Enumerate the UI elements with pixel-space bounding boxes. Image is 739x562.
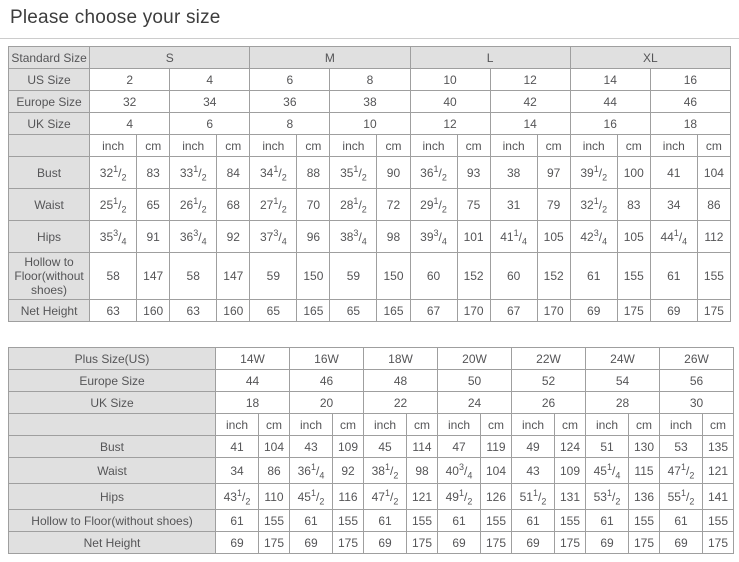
measurement-inch-cell: $39^3/_4$ [410,221,457,253]
size-value-cell: 46 [290,370,364,392]
measurement-cm-cell: 109 [333,436,364,458]
measurement-inch-cell: 69 [364,532,407,554]
measurement-cm-cell: 110 [259,484,290,510]
size-value-cell: 46 [650,91,730,113]
measurement-cm-cell: 155 [333,510,364,532]
unit-header: inch [660,414,703,436]
size-value-cell: 34 [170,91,250,113]
unit-header: cm [333,414,364,436]
measurement-cm-cell: 104 [481,458,512,484]
measurement-inch-cell: 69 [216,532,259,554]
measurement-cm-cell: 147 [217,253,250,300]
measurement-cm-cell: 141 [703,484,734,510]
measurement-inch-cell: 67 [410,300,457,322]
unit-header: cm [297,135,330,157]
measurement-inch-cell: 58 [90,253,137,300]
measurement-inch-cell: 60 [490,253,537,300]
unit-header: inch [216,414,259,436]
measurement-cm-cell: 155 [259,510,290,532]
measurement-cm-cell: 70 [297,189,330,221]
size-value-cell: 38 [330,91,410,113]
size-value-cell: 22W [512,348,586,370]
measurement-cm-cell: 155 [697,253,730,300]
measurement-inch-cell: 69 [512,532,555,554]
row-label: Europe Size [9,370,216,392]
size-value-cell: 6 [170,113,250,135]
measurement-inch-cell: $35^1/_2$ [330,157,377,189]
unit-header: cm [457,135,490,157]
measurement-inch-cell: $37^3/_4$ [250,221,297,253]
size-value-cell: 52 [512,370,586,392]
size-group-header: M [250,47,410,69]
measurement-inch-cell: 61 [512,510,555,532]
measurement-cm-cell: 90 [377,157,410,189]
measurement-inch-cell: $45^1/_2$ [290,484,333,510]
size-value-cell: 20 [290,392,364,414]
size-value-cell: 18 [650,113,730,135]
measurement-cm-cell: 155 [629,510,660,532]
standard-size-table [8,46,731,322]
measurement-inch-cell: $39^1/_2$ [570,157,617,189]
measurement-cm-cell: 83 [137,157,170,189]
measurement-inch-cell: 61 [650,253,697,300]
size-value-cell: 14W [216,348,290,370]
measurement-inch-cell: $26^1/_2$ [170,189,217,221]
measurement-inch-cell: $38^3/_4$ [330,221,377,253]
measurement-label: Bust [9,436,216,458]
size-value-cell: 24 [438,392,512,414]
measurement-cm-cell: 104 [259,436,290,458]
size-value-cell: 32 [90,91,170,113]
measurement-inch-cell: 65 [330,300,377,322]
measurement-inch-cell: 34 [216,458,259,484]
unit-header: cm [377,135,410,157]
measurement-cm-cell: 175 [333,532,364,554]
measurement-inch-cell: 41 [650,157,697,189]
measurement-cm-cell: 131 [555,484,586,510]
unit-header: inch [438,414,481,436]
measurement-inch-cell: $53^1/_2$ [586,484,629,510]
unit-header: cm [407,414,438,436]
measurement-cm-cell: 98 [407,458,438,484]
measurement-inch-cell: 65 [250,300,297,322]
measurement-cm-cell: 160 [137,300,170,322]
size-value-cell: 16 [570,113,650,135]
size-value-cell: 40 [410,91,490,113]
measurement-label: Hips [9,221,90,253]
measurement-inch-cell: 53 [660,436,703,458]
measurement-inch-cell: $47^1/_2$ [660,458,703,484]
measurement-inch-cell: 69 [660,532,703,554]
unit-header: inch [512,414,555,436]
measurement-inch-cell: 58 [170,253,217,300]
measurement-cm-cell: 105 [617,221,650,253]
size-value-cell: 6 [250,69,330,91]
measurement-cm-cell: 91 [137,221,170,253]
size-value-cell: 8 [250,113,330,135]
measurement-cm-cell: 175 [703,532,734,554]
unit-header: inch [290,414,333,436]
unit-header: cm [697,135,730,157]
measurement-label: Net Height [9,300,90,322]
measurement-inch-cell: 59 [330,253,377,300]
tables-container [0,39,739,554]
unit-header: cm [259,414,290,436]
measurement-inch-cell: $36^1/_4$ [290,458,333,484]
measurement-cm-cell: 116 [333,484,364,510]
measurement-inch-cell: $28^1/_2$ [330,189,377,221]
measurement-cm-cell: 175 [629,532,660,554]
size-value-cell: 28 [586,392,660,414]
measurement-inch-cell: 67 [490,300,537,322]
measurement-cm-cell: 152 [457,253,490,300]
measurement-cm-cell: 175 [617,300,650,322]
size-value-cell: 14 [490,113,570,135]
measurement-cm-cell: 96 [297,221,330,253]
size-value-cell: 30 [660,392,734,414]
unit-header: cm [629,414,660,436]
row-label: UK Size [9,113,90,135]
measurement-cm-cell: 86 [697,189,730,221]
measurement-cm-cell: 155 [703,510,734,532]
measurement-inch-cell: $27^1/_2$ [250,189,297,221]
measurement-label: Net Height [9,532,216,554]
unit-header: inch [364,414,407,436]
size-value-cell: 26 [512,392,586,414]
measurement-cm-cell: 147 [137,253,170,300]
measurement-cm-cell: 115 [629,458,660,484]
unit-header: inch [330,135,377,157]
measurement-cm-cell: 98 [377,221,410,253]
unit-corner-cell [9,135,90,157]
row-label: US Size [9,69,90,91]
measurement-inch-cell: $44^1/_4$ [650,221,697,253]
measurement-cm-cell: 150 [377,253,410,300]
row-label: UK Size [9,392,216,414]
measurement-cm-cell: 92 [333,458,364,484]
measurement-cm-cell: 109 [555,458,586,484]
unit-header: cm [481,414,512,436]
measurement-inch-cell: $41^1/_4$ [490,221,537,253]
measurement-label: Waist [9,458,216,484]
measurement-inch-cell: $33^1/_2$ [170,157,217,189]
unit-header: inch [170,135,217,157]
unit-header: cm [555,414,586,436]
size-value-cell: 18 [216,392,290,414]
measurement-cm-cell: 124 [555,436,586,458]
unit-header: inch [90,135,137,157]
size-value-cell: 16 [650,69,730,91]
measurement-cm-cell: 175 [259,532,290,554]
measurement-inch-cell: 63 [170,300,217,322]
measurement-inch-cell: $36^3/_4$ [170,221,217,253]
measurement-cm-cell: 104 [697,157,730,189]
measurement-cm-cell: 175 [697,300,730,322]
plus-size-table [8,347,734,554]
measurement-cm-cell: 121 [703,458,734,484]
unit-header: cm [217,135,250,157]
measurement-inch-cell: $47^1/_2$ [364,484,407,510]
size-value-cell: 12 [490,69,570,91]
measurement-cm-cell: 97 [537,157,570,189]
measurement-label: Bust [9,157,90,189]
measurement-inch-cell: 61 [290,510,333,532]
size-value-cell: 26W [660,348,734,370]
measurement-inch-cell: 31 [490,189,537,221]
measurement-cm-cell: 165 [297,300,330,322]
measurement-inch-cell: 69 [570,300,617,322]
measurement-inch-cell: 61 [438,510,481,532]
measurement-inch-cell: $45^1/_4$ [586,458,629,484]
corner-header-label: Standard Size [9,47,90,69]
measurement-cm-cell: 126 [481,484,512,510]
measurement-label: Hollow to Floor(without shoes) [9,510,216,532]
measurement-cm-cell: 152 [537,253,570,300]
measurement-inch-cell: $42^3/_4$ [570,221,617,253]
unit-header: inch [250,135,297,157]
measurement-inch-cell: $40^3/_4$ [438,458,481,484]
measurement-cm-cell: 84 [217,157,250,189]
unit-header: cm [537,135,570,157]
measurement-inch-cell: 51 [586,436,629,458]
size-value-cell: 50 [438,370,512,392]
measurement-label: Waist [9,189,90,221]
size-value-cell: 54 [586,370,660,392]
measurement-cm-cell: 170 [457,300,490,322]
measurement-inch-cell: 61 [660,510,703,532]
measurement-inch-cell: 45 [364,436,407,458]
measurement-cm-cell: 86 [259,458,290,484]
measurement-cm-cell: 155 [481,510,512,532]
measurement-cm-cell: 155 [617,253,650,300]
unit-header: inch [586,414,629,436]
measurement-inch-cell: 69 [438,532,481,554]
measurement-cm-cell: 130 [629,436,660,458]
row-label: Europe Size [9,91,90,113]
size-value-cell: 44 [570,91,650,113]
measurement-inch-cell: 61 [216,510,259,532]
measurement-cm-cell: 114 [407,436,438,458]
size-value-cell: 56 [660,370,734,392]
size-value-cell: 10 [410,69,490,91]
measurement-cm-cell: 150 [297,253,330,300]
unit-header: cm [703,414,734,436]
measurement-cm-cell: 65 [137,189,170,221]
measurement-inch-cell: $55^1/_2$ [660,484,703,510]
measurement-inch-cell: $38^1/_2$ [364,458,407,484]
size-value-cell: 16W [290,348,364,370]
measurement-cm-cell: 135 [703,436,734,458]
row-label: Plus Size(US) [9,348,216,370]
measurement-cm-cell: 88 [297,157,330,189]
unit-header: inch [410,135,457,157]
measurement-inch-cell: 69 [586,532,629,554]
measurement-cm-cell: 72 [377,189,410,221]
unit-header: cm [137,135,170,157]
measurement-cm-cell: 121 [407,484,438,510]
measurement-label: Hollow to Floor(without shoes) [9,253,90,300]
measurement-cm-cell: 79 [537,189,570,221]
measurement-inch-cell: 61 [586,510,629,532]
measurement-cm-cell: 101 [457,221,490,253]
measurement-cm-cell: 170 [537,300,570,322]
size-value-cell: 44 [216,370,290,392]
measurement-cm-cell: 175 [555,532,586,554]
measurement-cm-cell: 83 [617,189,650,221]
measurement-inch-cell: $49^1/_2$ [438,484,481,510]
size-value-cell: 42 [490,91,570,113]
measurement-inch-cell: 69 [290,532,333,554]
unit-header: inch [490,135,537,157]
size-value-cell: 20W [438,348,512,370]
measurement-cm-cell: 175 [481,532,512,554]
size-value-cell: 8 [330,69,410,91]
size-value-cell: 14 [570,69,650,91]
unit-corner-cell [9,414,216,436]
size-value-cell: 4 [90,113,170,135]
measurement-cm-cell: 105 [537,221,570,253]
measurement-cm-cell: 165 [377,300,410,322]
measurement-inch-cell: 41 [216,436,259,458]
size-value-cell: 24W [586,348,660,370]
size-value-cell: 2 [90,69,170,91]
measurement-inch-cell: $43^1/_2$ [216,484,259,510]
measurement-inch-cell: $34^1/_2$ [250,157,297,189]
measurement-inch-cell: 63 [90,300,137,322]
measurement-cm-cell: 155 [555,510,586,532]
measurement-cm-cell: 136 [629,484,660,510]
size-group-header: S [90,47,250,69]
measurement-cm-cell: 119 [481,436,512,458]
measurement-cm-cell: 68 [217,189,250,221]
measurement-inch-cell: 43 [512,458,555,484]
measurement-inch-cell: 59 [250,253,297,300]
size-group-header: XL [570,47,730,69]
size-value-cell: 36 [250,91,330,113]
measurement-label: Hips [9,484,216,510]
measurement-inch-cell: 60 [410,253,457,300]
size-value-cell: 12 [410,113,490,135]
measurement-inch-cell: $51^1/_2$ [512,484,555,510]
measurement-inch-cell: $25^1/_2$ [90,189,137,221]
measurement-cm-cell: 100 [617,157,650,189]
measurement-cm-cell: 160 [217,300,250,322]
size-group-header: L [410,47,570,69]
measurement-inch-cell: $32^1/_2$ [90,157,137,189]
measurement-inch-cell: 47 [438,436,481,458]
size-value-cell: 4 [170,69,250,91]
size-value-cell: 22 [364,392,438,414]
size-value-cell: 10 [330,113,410,135]
measurement-cm-cell: 175 [407,532,438,554]
measurement-cm-cell: 92 [217,221,250,253]
size-value-cell: 18W [364,348,438,370]
measurement-inch-cell: 38 [490,157,537,189]
size-value-cell: 48 [364,370,438,392]
measurement-cm-cell: 155 [407,510,438,532]
unit-header: inch [570,135,617,157]
measurement-inch-cell: 43 [290,436,333,458]
unit-header: cm [617,135,650,157]
measurement-inch-cell: 69 [650,300,697,322]
measurement-inch-cell: $36^1/_2$ [410,157,457,189]
measurement-inch-cell: 61 [364,510,407,532]
page-title: Please choose your size [10,7,221,28]
measurement-inch-cell: 49 [512,436,555,458]
measurement-inch-cell: $29^1/_2$ [410,189,457,221]
measurement-cm-cell: 112 [697,221,730,253]
measurement-cm-cell: 75 [457,189,490,221]
measurement-inch-cell: $35^3/_4$ [90,221,137,253]
measurement-inch-cell: $32^1/_2$ [570,189,617,221]
measurement-inch-cell: 34 [650,189,697,221]
measurement-inch-cell: 61 [570,253,617,300]
unit-header: inch [650,135,697,157]
measurement-cm-cell: 93 [457,157,490,189]
